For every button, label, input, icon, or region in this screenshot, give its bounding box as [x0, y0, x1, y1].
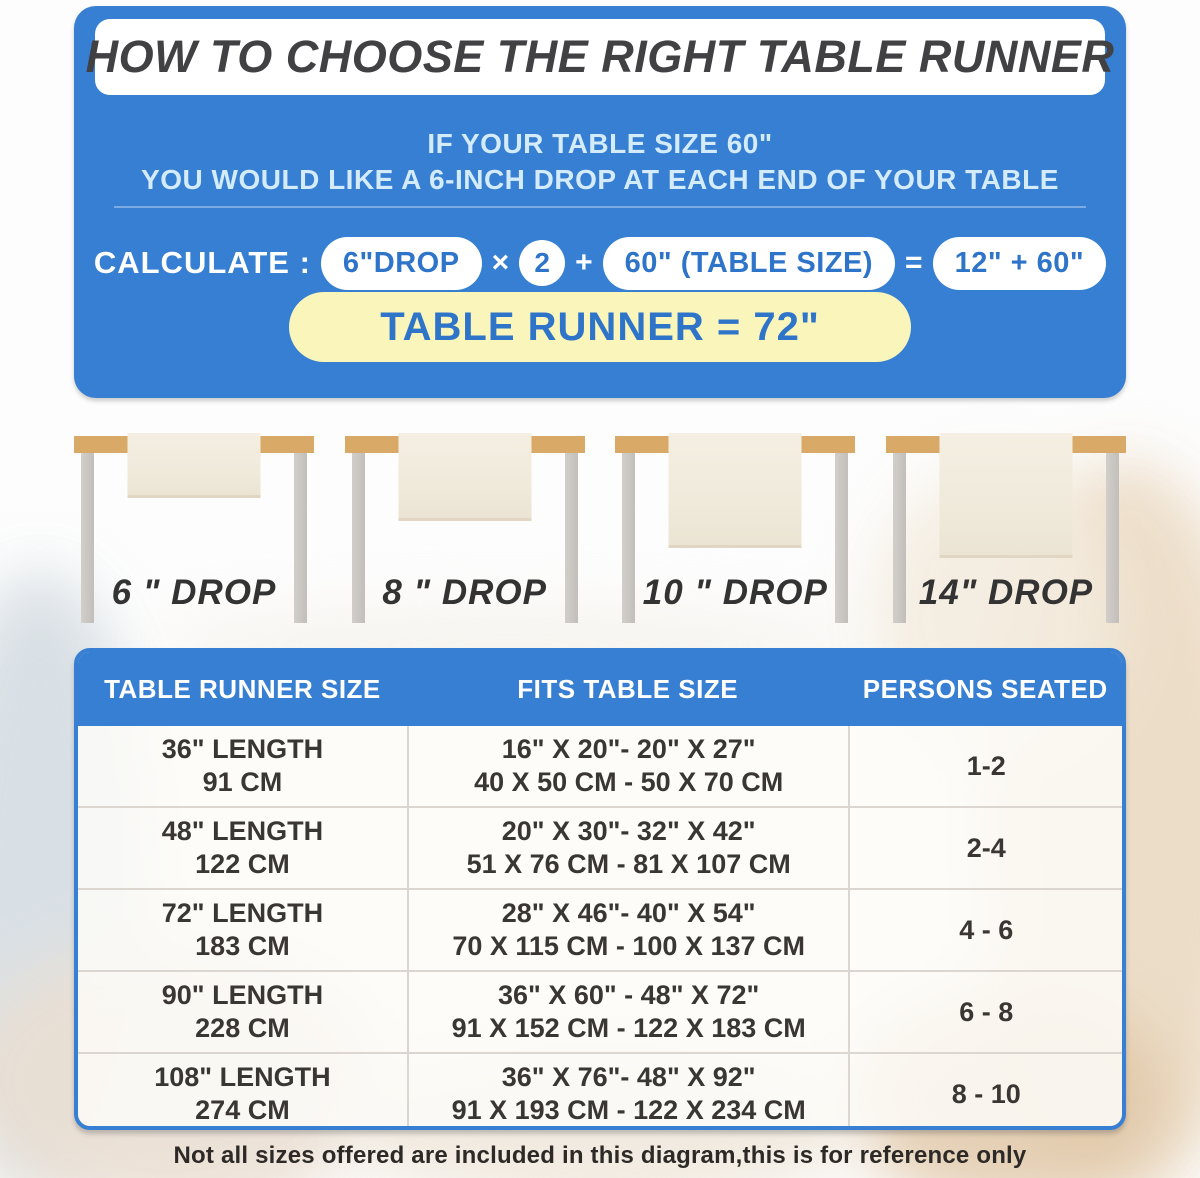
- fits-size-cell: [407, 972, 849, 1052]
- fits-size-cell: [407, 890, 849, 970]
- calculate-label: CALCULATE :: [93, 245, 311, 280]
- persons-value: 1-2: [966, 750, 1006, 781]
- runner-size-cell: [78, 808, 407, 888]
- table-runner: [669, 433, 802, 548]
- intro-line-1: IF YOUR TABLE SIZE 60": [427, 128, 773, 159]
- runner-size-cm: 228 CM: [195, 1013, 290, 1043]
- factor-circle: 2: [519, 240, 565, 286]
- title-banner: [85, 19, 1115, 95]
- runner-size-cell: [78, 890, 407, 970]
- table-body: [78, 726, 1122, 1130]
- runner-size-inches: 48" LENGTH: [161, 816, 324, 847]
- multiply-sign: ×: [491, 246, 510, 279]
- fits-size-inches: 16" X 20"- 20" X 27": [501, 734, 756, 765]
- runner-size-cm: 122 CM: [195, 849, 290, 879]
- table-runner: [128, 433, 261, 498]
- equals-sign: =: [905, 246, 923, 279]
- drop-label: 10 " DROP: [642, 573, 828, 612]
- persons-cell: [848, 808, 1122, 888]
- runner-size-inches: 90" LENGTH: [161, 980, 324, 1011]
- table-row: [78, 1052, 1122, 1130]
- result-text: TABLE RUNNER = 72": [380, 304, 820, 349]
- table-header-row: [78, 652, 1122, 726]
- plus-sign: +: [575, 246, 593, 279]
- drop-value-pill: 6"DROP: [321, 237, 482, 290]
- drop-label: 6 " DROP: [111, 573, 277, 612]
- persons-cell: [848, 1054, 1122, 1130]
- disclaimer-note: Not all sizes offered are included in this diagram,this is for reference only: [173, 1142, 1027, 1169]
- persons-value: 8 - 10: [951, 1078, 1021, 1109]
- fits-size-inches: 36" X 60" - 48" X 72": [497, 980, 760, 1011]
- fits-size-cell: [407, 726, 849, 806]
- runner-size-inches: 108" LENGTH: [154, 1062, 331, 1093]
- fits-size-cm: 91 X 152 CM - 122 X 183 CM: [451, 1013, 806, 1043]
- fits-size-cm: 51 X 76 CM - 81 X 107 CM: [466, 849, 791, 879]
- persons-cell: [848, 890, 1122, 970]
- column-header-persons-seated: PERSONS SEATED: [862, 673, 1108, 704]
- persons-cell: [848, 972, 1122, 1052]
- table-figure-8-drop: [345, 433, 585, 633]
- table-row: [78, 806, 1122, 888]
- table-row: [78, 726, 1122, 806]
- table-runner: [939, 433, 1072, 558]
- runner-size-cell: [78, 1054, 407, 1130]
- runner-size-cell: [78, 972, 407, 1052]
- drop-diagrams-row: [74, 433, 1126, 633]
- fits-size-inches: 20" X 30"- 32" X 42": [501, 816, 756, 847]
- runner-size-cell: [78, 726, 407, 806]
- persons-cell: [848, 726, 1122, 806]
- runner-size-cm: 91 CM: [202, 767, 283, 797]
- fits-size-cm: 91 X 193 CM - 122 X 234 CM: [451, 1095, 806, 1125]
- size-reference-table: [74, 648, 1126, 1130]
- runner-size-cm: 183 CM: [195, 931, 290, 961]
- column-header-fits-table-size: FITS TABLE SIZE: [517, 673, 739, 704]
- fits-size-cm: 40 X 50 CM - 50 X 70 CM: [474, 767, 784, 797]
- runner-size-inches: 72" LENGTH: [161, 898, 324, 929]
- table-size-pill: 60" (TABLE SIZE): [603, 237, 895, 290]
- persons-value: 2-4: [966, 832, 1006, 863]
- column-header-runner-size: TABLE RUNNER SIZE: [104, 673, 381, 704]
- table-row: [78, 970, 1122, 1052]
- runner-size-inches: 36" LENGTH: [161, 734, 324, 765]
- fits-size-cm: 70 X 115 CM - 100 X 137 CM: [452, 931, 805, 961]
- table-row: [78, 888, 1122, 970]
- page-title: HOW TO CHOOSE THE RIGHT TABLE RUNNER: [85, 31, 1115, 82]
- persons-value: 6 - 8: [959, 996, 1014, 1027]
- table-runner: [398, 433, 531, 521]
- fits-size-inches: 36" X 76"- 48" X 92": [501, 1062, 756, 1093]
- drop-label: 14" DROP: [918, 573, 1094, 612]
- table-figure-10-drop: [615, 433, 855, 633]
- table-figure-6-drop: [74, 433, 314, 633]
- divider-line: [114, 206, 1086, 208]
- persons-value: 4 - 6: [959, 914, 1014, 945]
- fits-size-inches: 28" X 46"- 40" X 54": [501, 898, 756, 929]
- runner-size-cm: 274 CM: [195, 1095, 290, 1125]
- intro-line-2: YOU WOULD LIKE A 6-INCH DROP AT EACH END OF YOUR TABLE: [141, 164, 1059, 195]
- instruction-panel: [74, 6, 1126, 398]
- drop-label: 8 " DROP: [382, 573, 547, 612]
- calculation-row: [74, 234, 1126, 292]
- result-banner: [289, 292, 911, 362]
- fits-size-cell: [407, 808, 849, 888]
- table-figure-14-drop: [886, 433, 1126, 633]
- sum-pill: 12" + 60": [933, 237, 1107, 290]
- fits-size-cell: [407, 1054, 849, 1130]
